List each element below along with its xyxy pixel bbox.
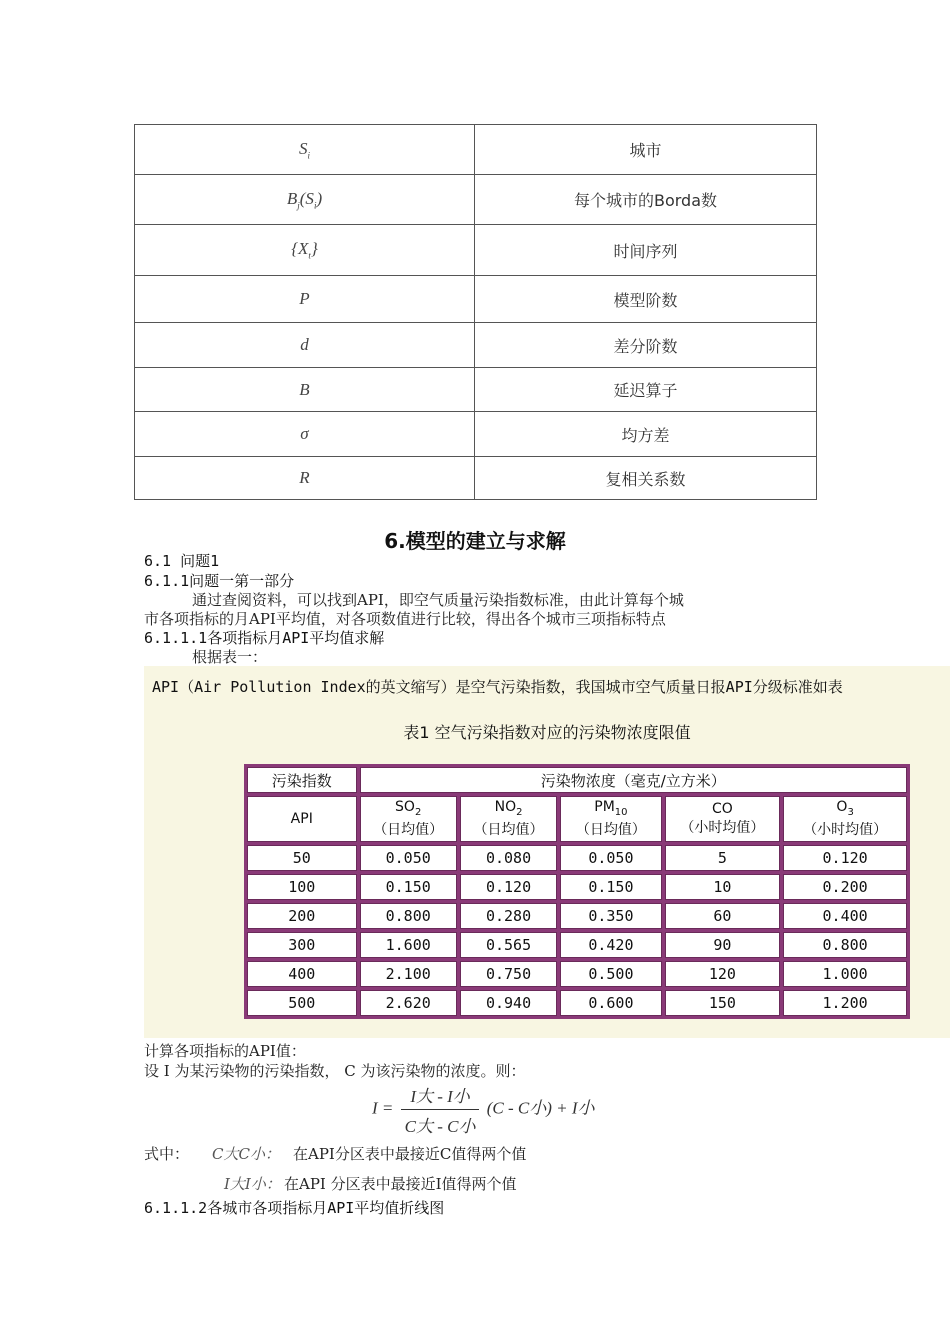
concentration-cell: 0.080 [460,845,557,871]
symbol-meaning: 差分阶数 [475,323,817,368]
symbol-text: B [299,379,310,399]
symbol-meaning: 城市 [475,125,817,175]
pollutant-period: （日均值） [575,822,646,839]
symbol-meaning: 每个城市的Borda数 [475,175,817,225]
concentration-cell: 0.350 [560,903,661,929]
api-value-cell: 400 [247,961,357,987]
concentration-cell: 150 [665,990,781,1016]
where-label: 式中： [144,1145,190,1163]
concentration-cell: 0.280 [460,903,557,929]
concentration-cell: 0.400 [783,903,907,929]
symbol-row [135,457,817,500]
symbol-text: S [298,138,308,158]
api-value-cell: 100 [247,874,357,900]
concentration-cell: 0.800 [360,903,457,929]
formula-lhs: I = [372,1098,394,1118]
symbol-cell [135,457,475,500]
concentration-cell: 5 [665,845,781,871]
symbol-row [135,323,817,368]
symbol-text: B [286,188,298,208]
symbol-extra-subscript: i [313,200,317,211]
concentration-cell: 0.500 [560,961,661,987]
section-title: 6.模型的建立与求解 [384,529,566,553]
concentration-cell: 1.000 [783,961,907,987]
concentration-cell: 1.600 [360,932,457,958]
symbol-cell [135,323,475,368]
symbol-row [135,412,817,457]
symbol-text: P [299,289,310,308]
concentration-cell: 0.150 [560,874,661,900]
symbol-row [135,368,817,412]
formula-denominator: C大 - C小 [404,1117,476,1136]
symbol-cell [135,368,475,412]
symbol-cell [135,412,475,457]
header-index: 污染指数 [247,767,357,793]
pollutant-header [360,796,457,842]
api-data-row [247,845,907,871]
api-data-row [247,874,907,900]
where-i-text: 在API 分区表中最接近I值得两个值 [284,1175,517,1193]
symbol-cell [135,125,475,175]
symbol-text: R [299,468,310,487]
pollutant-name: O [836,798,848,815]
symbol-meaning: 时间序列 [475,225,817,276]
pollutant-name: NO [494,798,517,815]
heading-6-1: 6.1 问题1 [144,552,220,570]
symbol-row [135,276,817,323]
symbol-extra: (S [299,188,314,208]
where-i-symbols: I大I小： [224,1175,281,1193]
pollutant-header [783,796,907,842]
calc-text: 计算各项指标的API值： [144,1042,306,1060]
heading-6-1-1-2: 6.1.1.2各城市各项指标月API平均值折线图 [144,1199,445,1217]
pollutant-subscript: 2 [516,806,523,818]
concentration-cell: 90 [665,932,781,958]
api-value-cell: 500 [247,990,357,1016]
symbol-row [135,125,817,175]
api-header-row [247,767,907,793]
formula-fraction [401,1082,480,1137]
concentration-cell: 60 [665,903,781,929]
concentration-cell: 0.120 [783,845,907,871]
api-data-row [247,932,907,958]
concentration-cell: 0.050 [560,845,661,871]
pollutant-header [460,796,557,842]
symbol-subscript: i [307,150,310,161]
concentration-cell: 0.565 [460,932,557,958]
api-formula [372,1082,595,1137]
symbol-text: {X [291,239,309,259]
concentration-cell: 0.120 [460,874,557,900]
symbol-extra: } [310,239,318,259]
where-c-symbols: C大C小： [212,1145,280,1163]
formula-numerator: I大 - I小 [401,1082,480,1110]
concentration-cell: 0.600 [560,990,661,1016]
symbol-meaning: 均方差 [475,412,817,457]
concentration-cell: 0.800 [783,932,907,958]
api-value-cell: 200 [247,903,357,929]
concentration-cell: 0.940 [460,990,557,1016]
pollutant-name: SO [395,798,415,815]
pollutant-subscript: 3 [847,806,854,818]
api-standard-image [144,666,950,1038]
paragraph-line-1: 通过查阅资料，可以找到API，即空气质量污染指数标准，由此计算每个城 [192,591,684,609]
api-intro-text: API（Air Pollution Index的英文缩写）是空气污染指数，我国城市空气质量日报API分级标准如表 [152,678,843,696]
symbol-cell [135,175,475,225]
paragraph-line-2: 市各项指标的月API平均值，对各项数值进行比较，得出各个城市三项指标特点 [144,610,666,628]
api-subheader-row [247,796,907,842]
pollutant-period: （日均值） [473,822,544,839]
pollutant-period: （小时均值） [803,822,888,839]
header-concentration: 污染物浓度（毫克/立方米） [360,767,907,793]
concentration-cell: 2.100 [360,961,457,987]
concentration-cell: 1.200 [783,990,907,1016]
symbol-table [134,124,817,500]
symbol-meaning: 延迟算子 [475,368,817,412]
heading-6-1-1: 6.1.1问题一第一部分 [144,572,295,590]
concentration-cell: 0.750 [460,961,557,987]
concentration-cell: 0.050 [360,845,457,871]
concentration-cell: 0.150 [360,874,457,900]
symbol-extra-end: ) [316,188,323,208]
api-value-cell: 50 [247,845,357,871]
symbol-meaning: 模型阶数 [475,276,817,323]
concentration-cell: 0.200 [783,874,907,900]
api-data-row [247,990,907,1016]
pollutant-name: PM [594,798,615,815]
symbol-row [135,225,817,276]
symbol-meaning: 复相关系数 [475,457,817,500]
where-c-text: 在API分区表中最接近C值得两个值 [293,1145,527,1163]
concentration-cell: 10 [665,874,781,900]
api-value-cell: 300 [247,932,357,958]
according-text: 根据表一： [192,648,268,666]
api-table-caption: 表1 空气污染指数对应的污染物浓度限值 [403,723,691,742]
pollutant-subscript: 10 [614,806,628,818]
api-standard-table [244,764,910,1019]
pollutant-name: CO [712,801,733,817]
concentration-cell: 120 [665,961,781,987]
pollutant-header [560,796,661,842]
concentration-cell: 2.620 [360,990,457,1016]
symbol-text: d [300,335,309,354]
pollutant-period: （日均值） [373,822,444,839]
pollutant-subscript: 2 [414,806,422,818]
symbol-subscript: j [297,200,300,211]
header-api: API [247,796,357,842]
symbol-cell [135,225,475,276]
api-data-row [247,961,907,987]
concentration-cell: 0.420 [560,932,661,958]
pollutant-period: （小时均值） [680,820,765,836]
symbol-cell [135,276,475,323]
api-data-row [247,903,907,929]
definition-text: 设 I 为某污染物的污染指数， C 为该污染物的浓度。则： [144,1062,526,1080]
formula-rest: (C - C小) + I小 [486,1098,595,1118]
pollutant-header [665,796,781,842]
symbol-text: σ [300,424,309,443]
heading-6-1-1-1: 6.1.1.1各项指标月API平均值求解 [144,629,385,647]
symbol-row [135,175,817,225]
symbol-subscript: t [308,250,311,261]
